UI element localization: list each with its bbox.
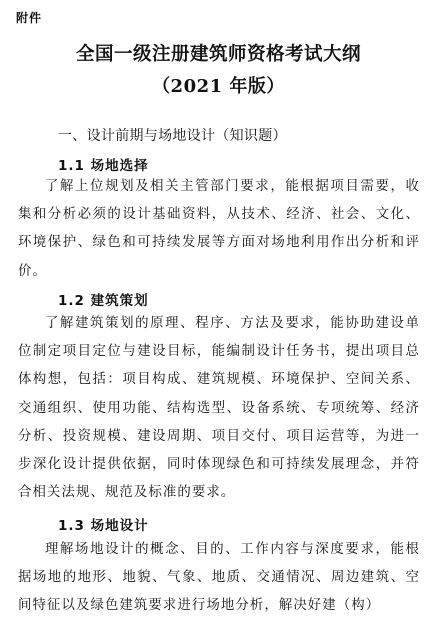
subsection-heading-1-3: 1.3 场地设计 — [58, 518, 149, 534]
document-title: 全国一级注册建筑师资格考试大纲 — [75, 44, 361, 65]
section-heading-1: 一、设计前期与场地设计（知识题） — [58, 128, 287, 144]
annex-label: 附件 — [16, 11, 43, 25]
subsection-heading-1-1: 1.1 场地选择 — [58, 158, 149, 174]
subsection-paragraph-1-2: 了解建筑策划的原理、程序、方法及要求，能协助建设单位制定项目定位与建设目标，能编制设计任务书，提出项目总体构想，包括：项目构成、建筑规模、环境保护、空间关系、交通组织、使用功能、结构选型、设备系统、专项统筹、经济分析、投资规模、建设周期、项目交付、项目运营等，为进一步深化设计提供依据，同时体现绿色和可持续发展理念，并符合相关法规、规范及标准的要求。 — [18, 316, 420, 501]
subsection-paragraph-1-3: 理解场地设计的概念、目的、工作内容与深度要求，能根据场地的地形、地貌、气象、地质、交通情况、周边建筑、空间特征以及绿色建筑要求进行场地分析，解决好建（构） — [18, 542, 420, 614]
document-edition: （2021 年版） — [152, 76, 285, 97]
subsection-paragraph-1-1: 了解上位规划及相关主管部门要求，能根据项目需要，收集和分析必须的设计基础资料，从技术、经济、社会、文化、环境保护、绿色和可持续发展等方面对场地利用作出分析和评价。 — [18, 179, 420, 279]
subsection-heading-1-2: 1.2 建筑策划 — [58, 293, 149, 309]
